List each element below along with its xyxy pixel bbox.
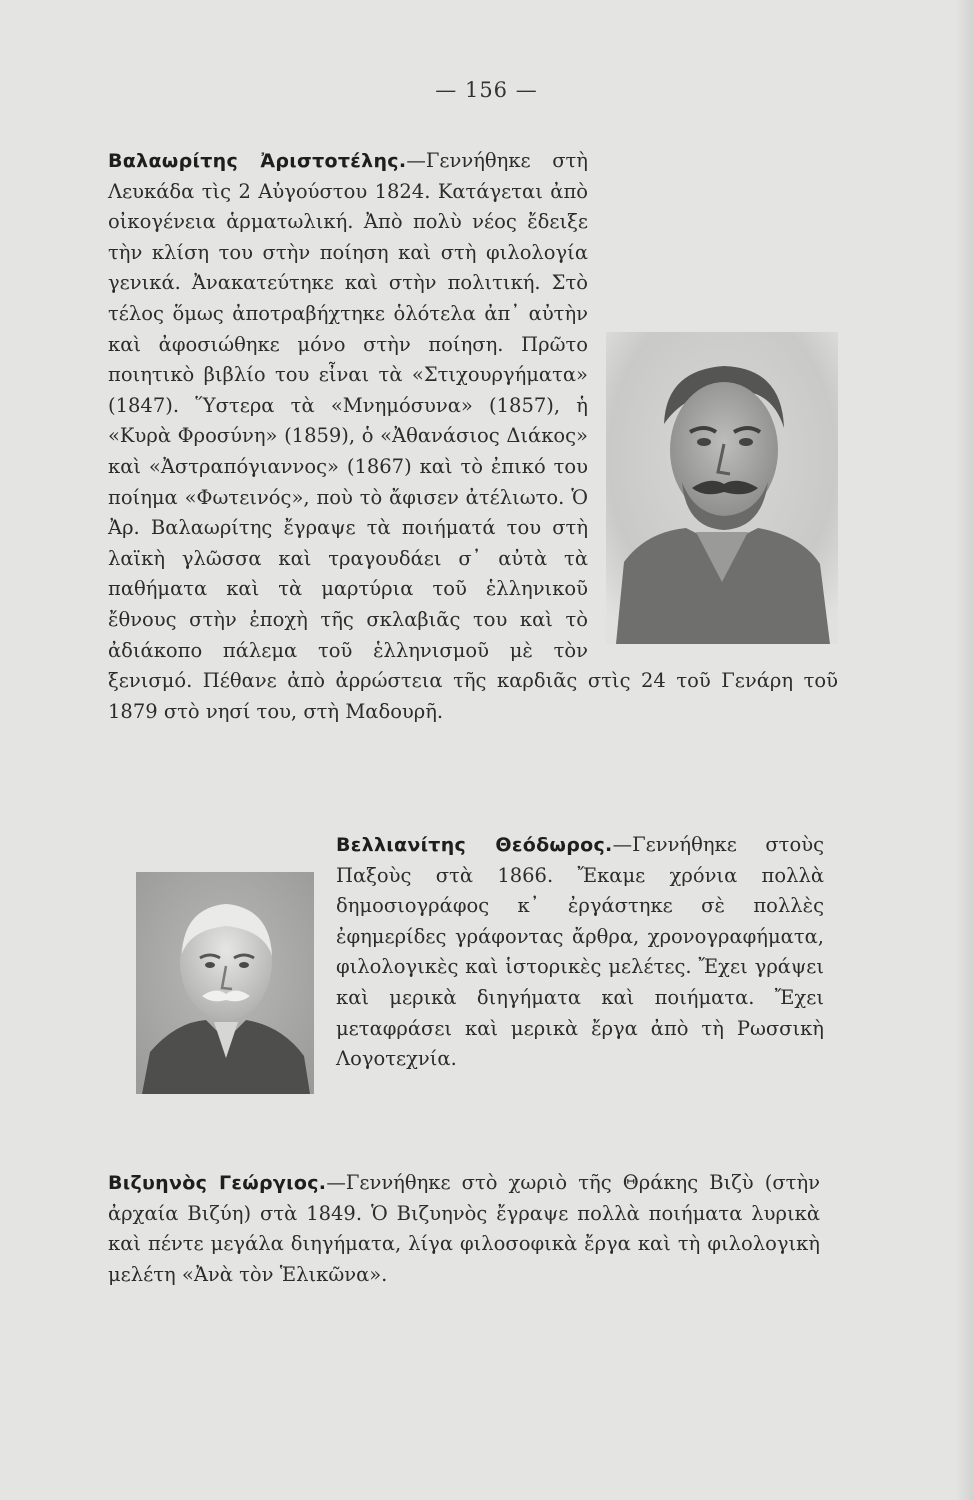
entry-valaoritis-name: Βαλαωρίτης Ἀριστοτέλης.: [108, 150, 407, 172]
entry-vellianitis-body: —Γεννήθηκε στοὺς Παξοὺς στὰ 1866. Ἔκαμε χρόνια πολλὰ δημοσιογράφος κ᾽ ἐργάστηκε σὲ πολλὲς ἐφημερίδες γράφοντας ἄρθρα, χρονογραφήματα, φιλολογικὲς καὶ ἱστορικὲς μελέτες. Ἔχει γράψει καὶ μερικὰ διηγήματα καὶ ποιήματα. Ἔχει μεταφράσει καὶ μερικὰ ἔργα ἀπὸ τὴ Ρωσσικὴ Λογοτεχνία.: [336, 833, 824, 1071]
entry-vellianitis-name: Βελλιανίτης Θεόδωρος.: [336, 834, 613, 856]
portrait-vellianitis: [136, 872, 314, 1094]
entry-valaoritis-body: —Γεννήθηκε στὴ Λευκάδα τὶς 2 Αὐγούστου 1824. Κατάγεται ἀπὸ οἰκογένεια ἁρματωλική. Ἀπὸ πολὺ νέος ἔδειξε τὴν κλίση του στὴν ποίηση καὶ στὴ φιλολογία γενικά. Ἀνακατεύτηκε καὶ στὴν πολιτική. Στὸ τέλος ὅμως ἀποτραβήχτηκε ὁλότελα ἀπ᾽ αὐτὴν καὶ ἀφοσιώθηκε μόνο στὴν ποίηση. Πρῶτο ποιητικὸ βιβλίο του εἶναι τὰ «Στιχουργήματα» (1847). Ὕστερα τὰ «Μνημόσυνα» (1857), ἡ «Κυρὰ Φροσύνη» (1859), ὁ «Ἀθανάσιος Διάκος» καὶ «Ἀστραπόγιαννος» (1867) καὶ τὸ ἐπικό του ποίημα «Φωτεινός», ποὺ τὸ ἄφισεν ἀτέλιωτο. Ὁ Ἀρ. Βαλαωρίτης ἔγραψε τὰ ποιήματά του στὴ λαϊκὴ γλῶσσα καὶ τραγουδάει σ᾽ αὐτὰ τὰ παθήματα καὶ τὰ μαρτύρια τοῦ ἑλληνικοῦ ἔθνους στὴν ἐποχὴ τῆς σκλαβιᾶς του καὶ τὸ ἀδιάκοπο πάλεμα τοῦ ἑλληνισμοῦ μὲ τὸν ξενισμό. Πέθανε ἀπὸ ἀρρώστεια τῆς καρδιᾶς στὶς 24 τοῦ Γενάρη τοῦ 1879 στὸ νησί του, στὴ Μαδουρῆ.: [108, 149, 838, 723]
entry-vizyinos: [108, 1168, 820, 1290]
portrait-valaoritis: [606, 332, 838, 644]
page-edge-shadow: [955, 0, 973, 1500]
entry-valaoritis: [108, 146, 838, 727]
page-number: — 156 —: [435, 78, 538, 102]
portrait-valaoritis-image: [606, 332, 838, 644]
portrait-vellianitis-image: [136, 872, 314, 1094]
entry-vizyinos-name: Βιζυηνὸς Γεώργιος.: [108, 1172, 327, 1194]
entry-vizyinos-body: —Γεννήθηκε στὸ χωριὸ τῆς Θράκης Βιζὺ (στὴν ἀρχαία Βιζύη) στὰ 1849. Ὁ Βιζυηνὸς ἔγραψε πολλὰ ποιήματα λυρικὰ καὶ πέντε μεγάλα διηγήματα, λίγα φιλοσοφικὰ ἔργα καὶ τὴ φιλολογικὴ μελέτη «Ἀνὰ τὸν Ἑλικῶνα».: [108, 1171, 821, 1286]
entry-vellianitis: [148, 830, 824, 1102]
